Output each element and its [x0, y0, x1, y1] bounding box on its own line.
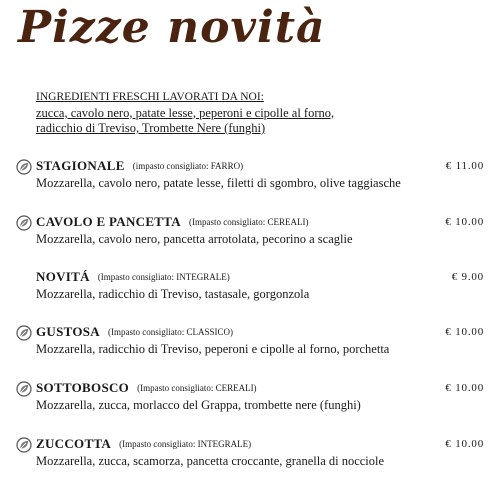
pizza-name-text: ZUCCOTTA: [36, 436, 112, 451]
dough-suggestion: (Impasto consigliato: CEREALI): [137, 383, 257, 393]
pizza-name-text: NOVITÁ: [36, 269, 90, 284]
leaf-badge-icon: [16, 159, 32, 175]
leaf-badge-icon: [16, 437, 32, 453]
pizza-ingredients: Mozzarella, zucca, morlacco del Grappa, trombette nere (funghi): [36, 398, 361, 412]
pizza-ingredients: Mozzarella, radicchio di Treviso, peperoni e cipolle al forno, porchetta: [36, 342, 390, 356]
pizza-name: [36, 157, 243, 175]
pizza-price: € 10.00: [445, 326, 484, 338]
dough-suggestion: (Impasto consigliato: INTEGRALE): [119, 439, 252, 449]
menu-item: [0, 435, 500, 475]
pizza-price: € 10.00: [445, 216, 484, 228]
menu-item: [0, 213, 500, 253]
pizza-ingredients: Mozzarella, cavolo nero, patate lesse, filetti di sgombro, olive taggiasche: [36, 176, 401, 190]
pizza-name: [36, 379, 257, 397]
pizza-ingredients: Mozzarella, zucca, scamorza, pancetta croccante, granella di nocciole: [36, 454, 385, 468]
dough-suggestion: (Impasto consigliato: INTEGRALE): [97, 272, 230, 282]
pizza-price: € 9.00: [451, 271, 484, 283]
ingredients-heading: INGREDIENTI FRESCHI LAVORATI DA NOI:: [36, 91, 264, 103]
menu-item: [0, 323, 500, 363]
leaf-badge-icon: [16, 325, 32, 341]
pizza-name: [36, 213, 308, 231]
pizza-ingredients: Mozzarella, cavolo nero, pancetta arrotolata, pecorino a scaglie: [36, 232, 353, 246]
dough-suggestion: (Impasto consigliato: CEREALI): [188, 217, 309, 227]
menu-item: [0, 268, 500, 308]
pizza-name-text: STAGIONALE: [36, 158, 125, 173]
pizza-name: [36, 268, 230, 286]
page-title: Pizze novità: [18, 2, 326, 53]
pizza-name: [36, 323, 233, 341]
ingredients-line-1: zucca, cavolo nero, patate lesse, peperoni e cipolle al forno,: [36, 105, 335, 120]
pizza-name-text: SOTTOBOSCO: [36, 380, 130, 395]
dough-suggestion: (impasto consigliato: FARRO): [132, 161, 244, 171]
menu-item: [0, 379, 500, 419]
ingredients-line-2: radicchio di Treviso, Trombette Nere (funghi): [36, 121, 266, 135]
pizza-name-text: GUSTOSA: [36, 324, 100, 339]
leaf-badge-icon: [16, 215, 32, 231]
ingredients-intro: [36, 90, 334, 137]
dough-suggestion: (Impasto consigliato: CLASSICO): [108, 327, 233, 337]
pizza-ingredients: Mozzarella, radicchio di Treviso, tastasale, gorgonzola: [36, 287, 310, 301]
menu-item: [0, 157, 500, 197]
pizza-name: [36, 435, 251, 453]
pizza-price: € 11.00: [445, 160, 484, 172]
pizza-price: € 10.00: [445, 438, 484, 450]
leaf-badge-icon: [16, 381, 32, 397]
pizza-name-text: CAVOLO E PANCETTA: [36, 214, 181, 229]
pizza-price: € 10.00: [445, 382, 484, 394]
